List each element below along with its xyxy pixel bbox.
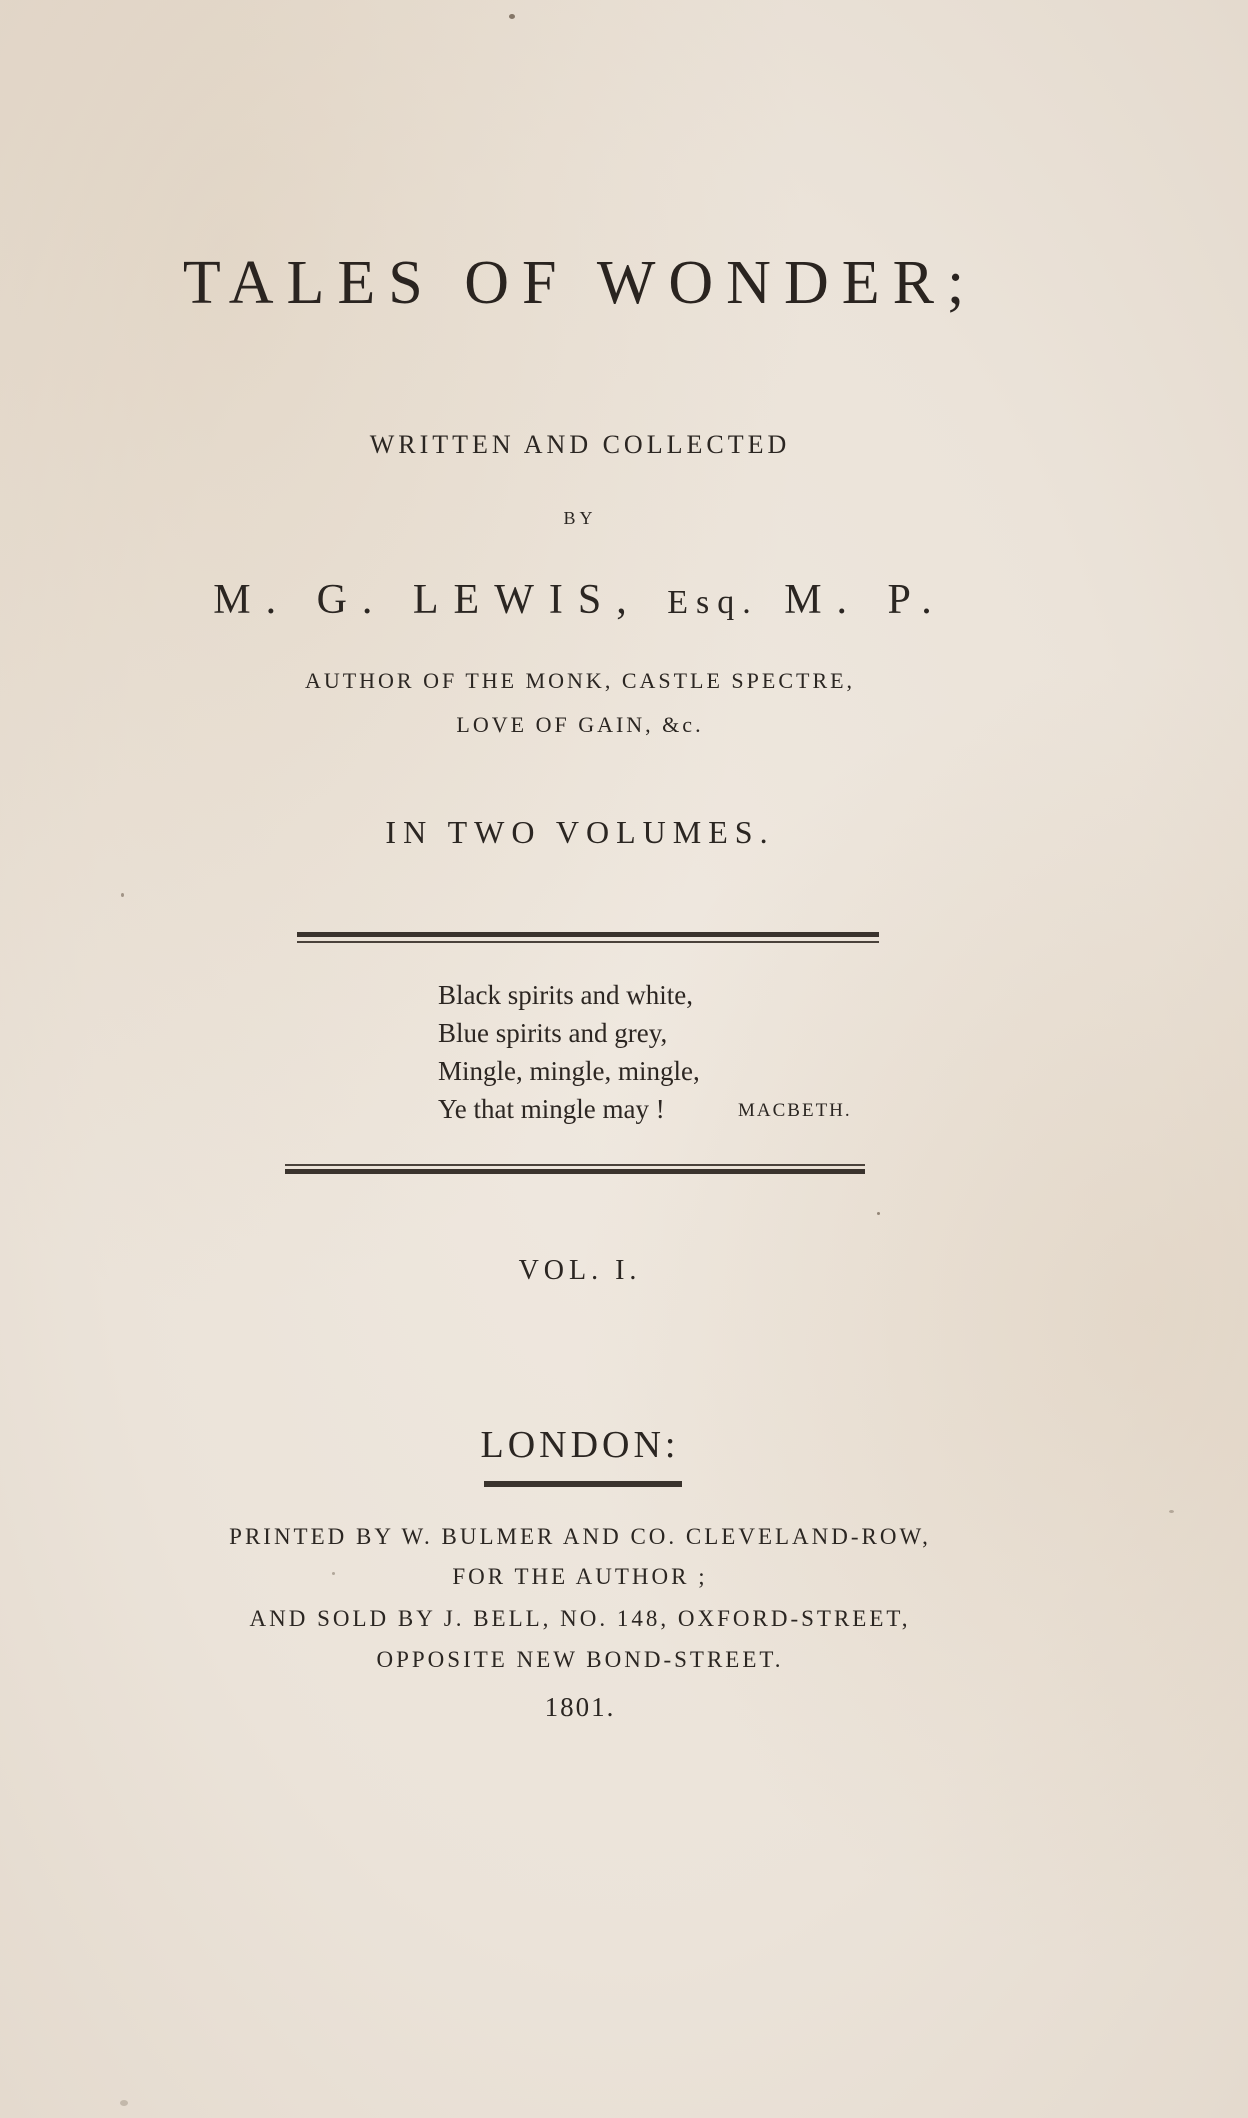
divider-rule-small	[484, 1481, 682, 1491]
foxing-speck	[877, 1212, 880, 1215]
foxing-speck	[1169, 1510, 1174, 1513]
epigraph-line: Black spirits and white,	[438, 980, 693, 1010]
foxing-speck	[332, 1572, 335, 1575]
subtitle: WRITTEN AND COLLECTED	[369, 430, 791, 459]
volume-number: VOL. I.	[518, 1255, 642, 1286]
publication-year: 1801.	[544, 1692, 616, 1722]
divider-rule-bottom	[285, 1164, 865, 1174]
foxing-speck	[121, 893, 124, 897]
epigraph	[438, 976, 700, 1128]
epigraph-line: Blue spirits and grey,	[438, 1018, 668, 1048]
author-name	[0, 576, 1160, 624]
epigraph-line: Ye that mingle may !	[438, 1094, 665, 1124]
imprint-line: PRINTED BY W. BULMER AND CO. CLEVELAND-ROW,	[229, 1524, 931, 1549]
imprint-line: OPPOSITE NEW BOND-STREET.	[376, 1647, 784, 1672]
book-title: TALES OF WONDER;	[182, 249, 978, 317]
imprint-line: AND SOLD BY J. BELL, NO. 148, OXFORD-STREET,	[249, 1606, 911, 1631]
by-line: BY	[563, 508, 597, 528]
foxing-speck	[509, 14, 515, 19]
epigraph-attribution: MACBETH.	[738, 1100, 852, 1121]
volumes-note: IN TWO VOLUMES.	[385, 814, 775, 850]
author-works-line-2: LOVE OF GAIN, &c.	[456, 712, 704, 737]
author-esq: Esq.	[667, 584, 759, 621]
divider-rule-top	[297, 932, 879, 942]
foxing-speck	[120, 2100, 128, 2106]
imprint-line: FOR THE AUTHOR ;	[452, 1564, 708, 1589]
author-name-text: M. G. LEWIS,	[213, 577, 642, 623]
author-works-line-1: AUTHOR OF THE MONK, CASTLE SPECTRE,	[304, 668, 856, 693]
epigraph-line: Mingle, mingle, mingle,	[438, 1056, 700, 1086]
author-mp: M. P.	[784, 577, 947, 623]
imprint-city: LONDON:	[480, 1424, 680, 1466]
